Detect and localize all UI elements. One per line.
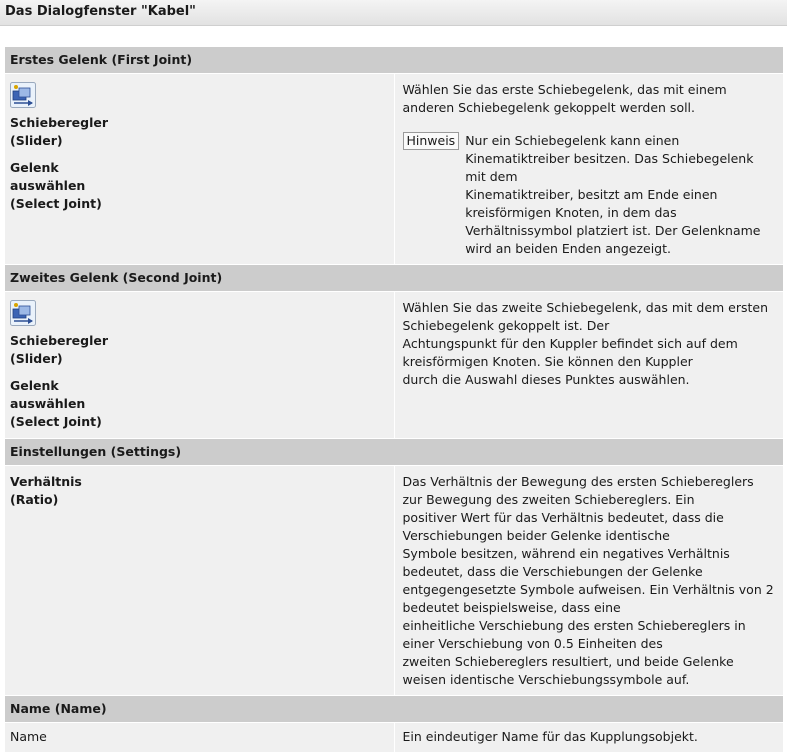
label-slider-en: (Slider): [10, 351, 63, 366]
section-header-settings: [5, 439, 784, 466]
option-label-cell: [5, 292, 395, 439]
description-line: einheitliche Verschiebung des ersten Schiebereglers in einer Verschiebung von 0.5 Einheiten des: [402, 618, 746, 651]
option-description-cell: [394, 466, 784, 696]
note-badge: Hinweis: [403, 132, 460, 150]
description-line: positiver Wert für das Verhältnis bedeutet, dass die Verschiebungen beider Gelenke identische: [402, 510, 724, 543]
option-description-cell: [394, 74, 784, 265]
description-line: entgegengesetzte Symbole aufweisen. Ein Verhältnis von 2 bedeutet beispielsweise, dass eine: [402, 582, 774, 615]
option-label-cell: [5, 74, 395, 265]
option-description-cell: [394, 292, 784, 439]
label-ratio-en: (Ratio): [10, 492, 59, 507]
section-header-first-joint: [5, 47, 784, 74]
label-slider-en: (Slider): [10, 133, 63, 148]
table-row: [5, 292, 784, 439]
label-select-joint-en: (Select Joint): [10, 196, 102, 211]
section-heading-name: Name (Name): [5, 696, 784, 723]
label-select-joint-2: auswählen: [10, 396, 86, 411]
description-line: Das Verhältnis der Bewegung des ersten Schiebereglers zur Bewegung des zweiten Schiebereglers. Ein: [402, 474, 754, 507]
note-text: [465, 132, 777, 258]
option-description-cell: [394, 723, 784, 753]
label-select-joint: Gelenk: [10, 160, 59, 175]
slider-tool-icon[interactable]: [10, 82, 36, 108]
section-heading-settings: Einstellungen (Settings): [5, 439, 784, 466]
note-line: Kinematiktreiber, besitzt am Ende einen kreisförmigen Knoten, in dem das: [465, 187, 718, 220]
section-heading-second-joint: Zweites Gelenk (Second Joint): [5, 265, 784, 292]
note-line: Verhältnissymbol platziert ist. Der Gelenkname wird an beiden Enden angezeigt.: [465, 223, 761, 256]
table-row: [5, 723, 784, 753]
table-row: [5, 74, 784, 265]
note-block: [403, 132, 778, 258]
dialog-reference-table: [4, 46, 784, 753]
description-line: Symbole besitzen, während ein negatives Verhältnis bedeutet, dass die Verschiebungen der Gelenke: [402, 546, 730, 579]
label-spacer: [10, 368, 390, 377]
slider-tool-icon[interactable]: [10, 300, 36, 326]
label-select-joint-en: (Select Joint): [10, 414, 102, 429]
section-header-second-joint: [5, 265, 784, 292]
label-slider: Schieberegler: [10, 115, 109, 130]
table-row: [5, 466, 784, 696]
label-ratio: Verhältnis: [10, 474, 82, 489]
label-select-joint-2: auswählen: [10, 178, 86, 193]
option-label-cell: [5, 466, 395, 696]
label-slider: Schieberegler: [10, 333, 109, 348]
label-select-joint: Gelenk: [10, 378, 59, 393]
description-line: Achtungspunkt für den Kuppler befindet sich auf dem kreisförmigen Knoten. Sie können den Kuppler: [402, 336, 738, 369]
label-spacer: [10, 150, 390, 159]
description-line: Wählen Sie das zweite Schiebegelenk, das mit dem ersten Schiebegelenk gekoppelt ist. Der: [402, 300, 769, 333]
description-line: durch die Auswahl dieses Punktes auswählen.: [402, 372, 690, 387]
note-line: Nur ein Schiebegelenk kann einen Kinematiktreiber besitzen. Das Schiebegelenk mit dem: [465, 133, 754, 184]
description-line: Ein eindeutiger Name für das Kupplungsobjekt.: [402, 729, 698, 744]
description-line: zweiten Schiebereglers resultiert, und beide Gelenke weisen identische Verschiebungssymbole auf.: [402, 654, 734, 687]
section-heading-first-joint: Erstes Gelenk (First Joint): [5, 47, 784, 74]
option-label-cell: [5, 723, 395, 753]
description-line: Wählen Sie das erste Schiebegelenk, das mit einem anderen Schiebegelenk gekoppelt werden soll.: [402, 82, 727, 115]
label-name: Name: [10, 729, 47, 744]
page-title: Das Dialogfenster "Kabel": [0, 0, 787, 26]
section-header-name: [5, 696, 784, 723]
